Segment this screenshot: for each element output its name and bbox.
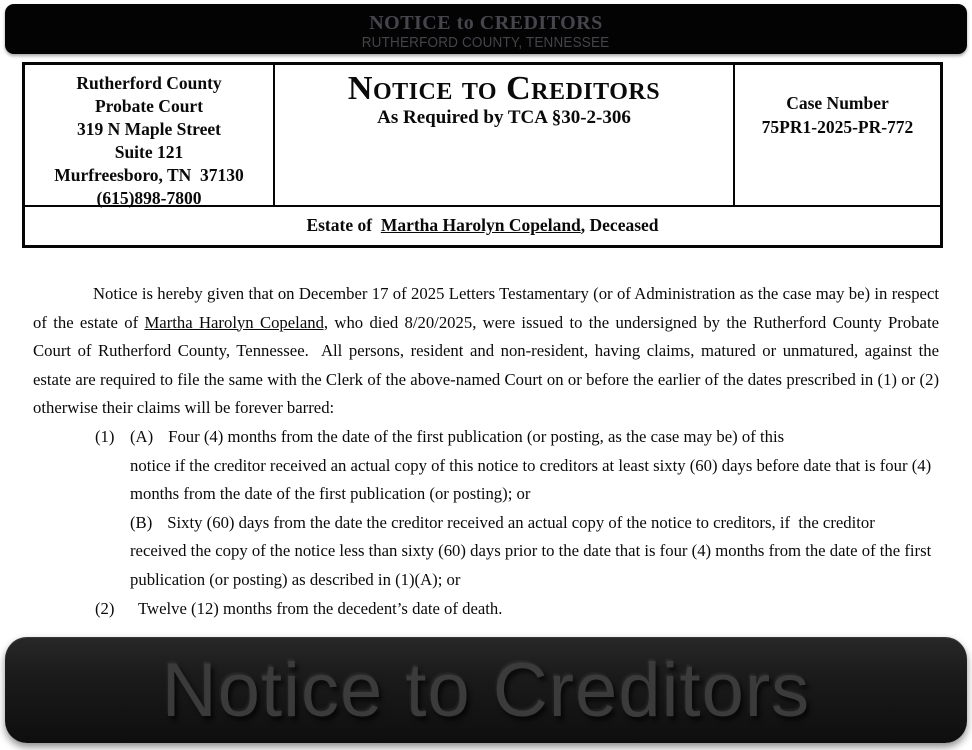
list-submarker-a: (A): [130, 426, 154, 446]
list-item-1a-content: [130, 423, 939, 509]
deadline-list: [95, 423, 939, 623]
bottom-banner-title: Notice to Creditors: [161, 647, 811, 733]
paragraph-text-before: Notice is hereby given that on December 17 of 2025 Letters Testamentary (or of Administration as the case may be) in respect of the estate of: [33, 284, 939, 332]
top-title-bar: [5, 4, 967, 54]
list-text: Four (4) months from the date of the first publication (or posting, as the case may be) of this: [168, 426, 785, 446]
court-name-line1: Rutherford County: [76, 73, 222, 93]
list-text: Sixty (60) days from the date the creditor received an actual copy of the notice to creditors, if the creditor: [167, 512, 875, 532]
list-marker-1: (1): [95, 426, 115, 446]
list-marker-2: (2): [95, 598, 115, 618]
notice-header-table: [22, 62, 943, 248]
list-line: months from the date of the first publication (or posting); or: [130, 484, 531, 504]
document-title: Notice to Creditors: [347, 70, 661, 107]
court-city-state-zip: Murfreesboro, TN 37130: [54, 165, 244, 185]
decedent-name-inline: Martha Harolyn Copeland,: [144, 312, 329, 332]
list-line: Twelve (12) months from the decedent’s date of death.: [138, 598, 503, 618]
case-number-value: 75PR1-2025-PR-772: [761, 117, 914, 137]
paragraph-text-after: who died 8/20/2025, were issued to the undersigned by the Rutherford County Probate Court of Rutherford County, Tennessee. All persons, resident and non-resident, having claims, matured or unmatured, against the estate are required to file the same with the Clerk of the above-named Court on or before the earlier of the dates prescribed in (1) or (2) otherwise their claims will be forever barred:: [33, 312, 940, 418]
list-item-1b-content: [130, 509, 939, 595]
case-number-cell: [735, 65, 940, 205]
list-item-2: [95, 595, 939, 624]
estate-prefix: Estate of: [306, 215, 381, 235]
document-subtitle: As Required by TCA §30-2-306: [377, 107, 631, 128]
top-bar-subtitle: RUTHERFORD COUNTY, TENNESSEE: [362, 34, 610, 51]
list-submarker-b: (B): [130, 512, 153, 532]
court-name-line2: Probate Court: [94, 96, 204, 116]
case-number-label: Case Number: [786, 93, 889, 113]
document-title-cell: [275, 65, 735, 205]
court-address-cell: [25, 65, 275, 208]
list-line: publication (or posting) as described in (1)(A); or: [130, 569, 461, 589]
decedent-name: Martha Harolyn Copeland: [380, 215, 581, 235]
notice-paragraph: [33, 280, 939, 423]
notice-body: [33, 247, 939, 623]
list-marker-empty: [95, 509, 130, 595]
list-line: received the copy of the notice less than sixty (60) days prior to the date that is four (4) months from the date of the first: [130, 541, 932, 561]
estate-suffix: , Deceased: [580, 215, 659, 235]
court-suite: Suite 121: [114, 142, 184, 162]
list-item-2-content: [130, 595, 939, 624]
list-item-1b: [95, 509, 939, 595]
court-street: 319 N Maple Street: [76, 119, 222, 139]
list-item-1a: [95, 423, 939, 509]
estate-of-row: [25, 205, 940, 245]
list-line: [130, 509, 939, 538]
court-phone: (615)898-7800: [96, 188, 202, 208]
list-line: [130, 423, 939, 452]
top-bar-title: NOTICE to CREDITORS: [369, 12, 603, 34]
list-line: notice if the creditor received an actual copy of this notice to creditors at least sixty (60) days before date that is four (4): [130, 455, 932, 475]
bottom-banner: [5, 637, 967, 743]
